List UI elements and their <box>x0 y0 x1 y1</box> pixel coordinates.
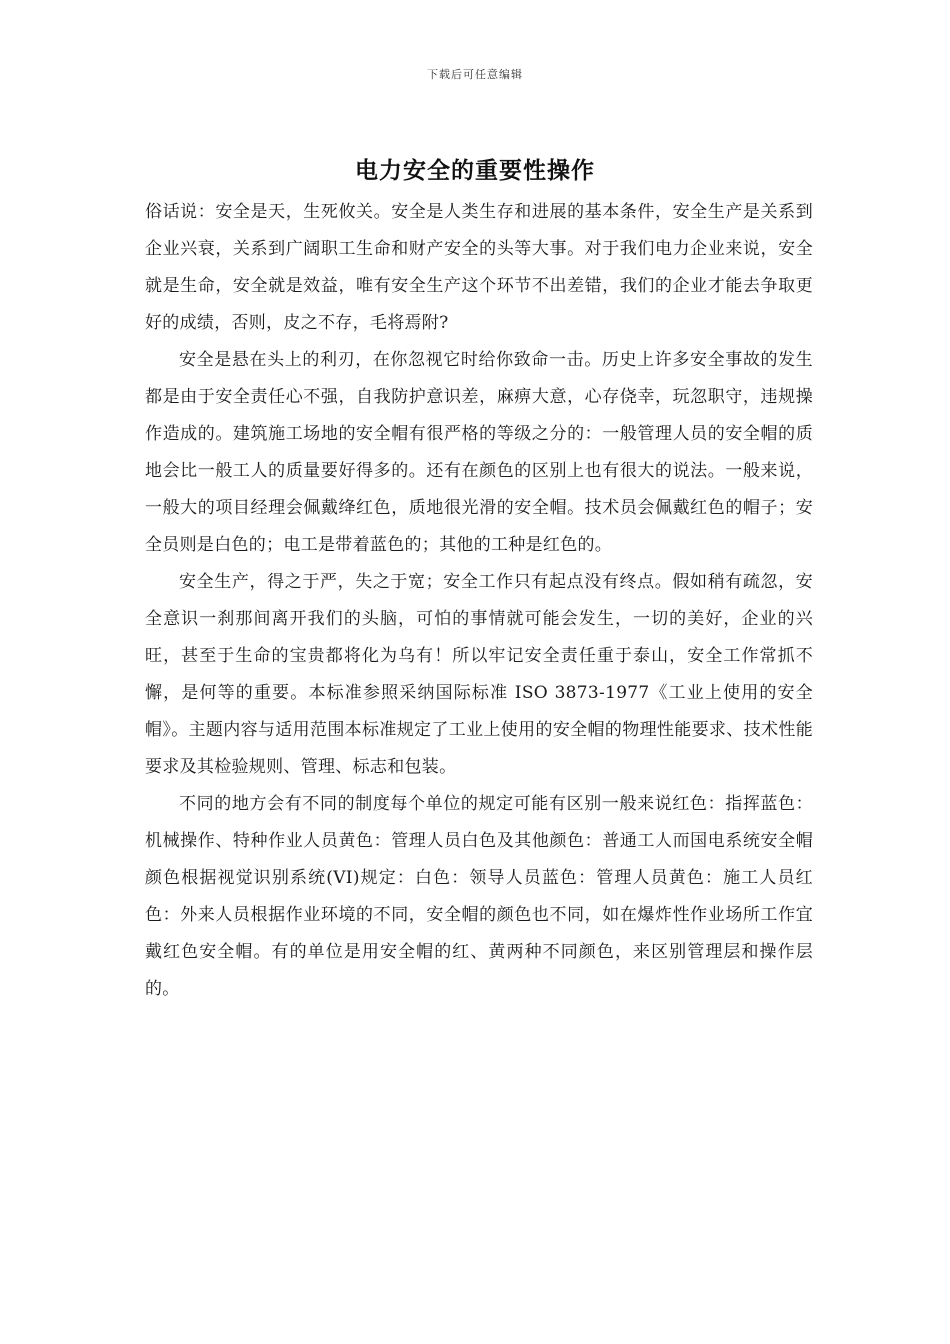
paragraph-1: 俗话说：安全是天，生死攸关。安全是人类生存和进展的基本条件，安全生产是关系到企业兴衰，关系到广阔职工生命和财产安全的头等大事。对于我们电力企业来说，安全就是生命，安全就是效益，唯有安全生产这个环节不出差错，我们的企业才能去争取更好的成绩，否则，皮之不存，毛将焉附? <box>145 202 813 333</box>
page-title: 电力安全的重要性操作 <box>355 158 595 184</box>
body-text <box>145 194 813 1008</box>
header-note: 下载后可任意编辑 <box>427 68 523 81</box>
paragraph-4: 不同的地方会有不同的制度每个单位的规定可能有区别一般来说红色：指挥蓝色：机械操作、特种作业人员黄色：管理人员白色及其他颜色：普通工人而国电系统安全帽颜色根据视觉识别系统(VI)规定：白色：领导人员蓝色：管理人员黄色：施工人员红色：外来人员根据作业环境的不同，安全帽的颜色也不同，如在爆炸性作业场所工作宜戴红色安全帽。有的单位是用安全帽的红、黄两种不同颜色，来区别管理层和操作层的。 <box>145 794 813 999</box>
paragraph-3: 安全生产，得之于严，失之于宽；安全工作只有起点没有终点。假如稍有疏忽，安全意识一刹那间离开我们的头脑，可怕的事情就可能会发生，一切的美好，企业的兴旺，甚至于生命的宝贵都将化为乌有！所以牢记安全责任重于泰山，安全工作常抓不懈，是何等的重要。本标准参照采纳国际标准 ISO 3873-1977《工业上使用的安全帽》。主题内容与适用范围本标准规定了工业上使用的安全帽的物理性能要求、技术性能要求及其检验规则、管理、标志和包装。 <box>145 572 813 777</box>
paragraph-2: 安全是悬在头上的利刃，在你忽视它时给你致命一击。历史上许多安全事故的发生都是由于安全责任心不强，自我防护意识差，麻痹大意，心存侥幸，玩忽职守，违规操作造成的。建筑施工场地的安全帽有很严格的等级之分的：一般管理人员的安全帽的质地会比一般工人的质量要好得多的。还有在颜色的区别上也有很大的说法。一般来说，一般大的项目经理会佩戴绛红色，质地很光滑的安全帽。技术员会佩戴红色的帽子；安全员则是白色的；电工是带着蓝色的；其他的工种是红色的。 <box>145 350 813 555</box>
